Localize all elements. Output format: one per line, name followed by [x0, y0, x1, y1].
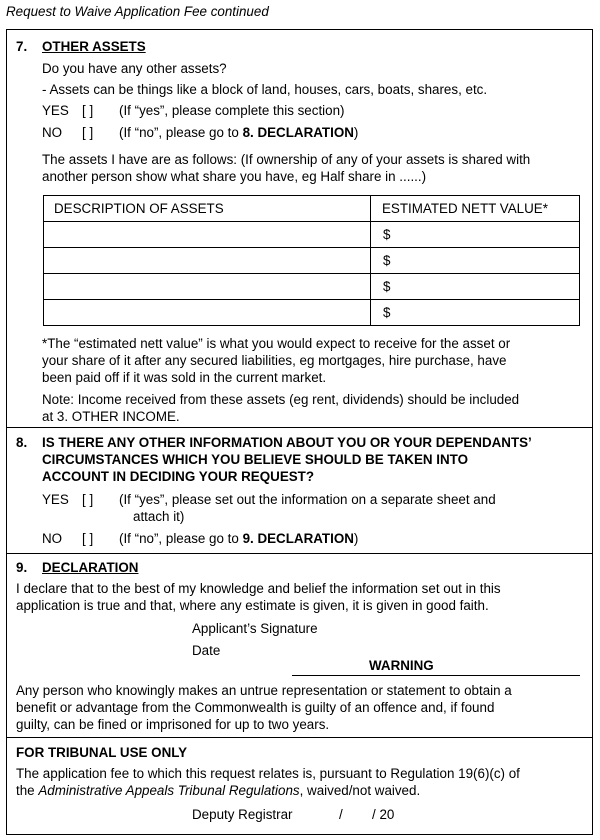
- asset-value-cell[interactable]: $: [371, 248, 580, 274]
- section-divider: [6, 553, 593, 554]
- asset-description-cell[interactable]: [44, 300, 371, 326]
- signature-label: Applicant’s Signature: [192, 621, 318, 636]
- assets-intro-1: The assets I have are as follows: (If ownership of any of your assets is shared with: [42, 152, 531, 167]
- section-8-number: 8.: [16, 435, 28, 450]
- assets-table: [43, 195, 580, 326]
- tribunal-title: FOR TRIBUNAL USE ONLY: [16, 745, 188, 760]
- warning-text-2: benefit or advantage from the Commonwealth is guilty of an offence and, if found: [16, 700, 495, 715]
- s8-no-checkbox[interactable]: [ ]: [82, 531, 94, 546]
- s8-yes-checkbox[interactable]: [ ]: [82, 492, 94, 507]
- table-row: [44, 300, 580, 326]
- s7-yes-label: YES: [42, 103, 69, 118]
- section-9-title: DECLARATION: [42, 560, 139, 575]
- s8-yes-note-1: (If “yes”, please set out the information on a separate sheet and: [119, 492, 496, 507]
- asset-value-cell[interactable]: $: [371, 274, 580, 300]
- tribunal-line-2: the Administrative Appeals Tribunal Regulations, waived/not waived.: [16, 783, 421, 798]
- declaration-line-2: application is true and that, where any estimate is given, it is given in good faith.: [16, 598, 489, 613]
- asset-description-cell[interactable]: [44, 274, 371, 300]
- assets-table-header: [44, 196, 580, 222]
- s7-no-checkbox[interactable]: [ ]: [82, 125, 94, 140]
- footnote-line-2: your share of it after any secured liabilities, eg mortgages, hire purchase, have: [42, 353, 507, 368]
- note-line-2: at 3. OTHER INCOME.: [42, 409, 180, 424]
- s8-yes-label: YES: [42, 492, 69, 507]
- s8-no-label: NO: [42, 531, 63, 546]
- s7-no-note: (If “no”, please go to 8. DECLARATION): [119, 125, 359, 140]
- date-slash-2: / 20: [372, 807, 395, 822]
- section-8-title-3: ACCOUNT IN DECIDING YOUR REQUEST?: [42, 469, 315, 484]
- table-row: [44, 248, 580, 274]
- s7-no-label: NO: [42, 125, 63, 140]
- section-8-title-2: CIRCUMSTANCES WHICH YOU BELIEVE SHOULD BE TAKEN INTO: [42, 452, 469, 467]
- col-value-header: ESTIMATED NETT VALUE*: [371, 196, 580, 222]
- warning-text-3: guilty, can be fined or imprisoned for up to two years.: [16, 717, 330, 732]
- asset-value-cell[interactable]: $: [371, 222, 580, 248]
- assets-intro-2: another person show what share you have, eg Half share in ......): [42, 169, 427, 184]
- tribunal-line-1: The application fee to which this request relates is, pursuant to Regulation 19(6)(c) of: [16, 766, 520, 781]
- section-7-hint: - Assets can be things like a block of land, houses, cars, boats, shares, etc.: [42, 82, 488, 97]
- note-line-1: Note: Income received from these assets (eg rent, dividends) should be included: [42, 392, 520, 407]
- section-divider: [6, 427, 593, 428]
- section-divider: [6, 737, 593, 738]
- page-header: Request to Waive Application Fee continued: [6, 4, 269, 19]
- section-9-number: 9.: [16, 560, 28, 575]
- section-8-title-1: IS THERE ANY OTHER INFORMATION ABOUT YOU OR YOUR DEPENDANTS’: [42, 435, 532, 450]
- declaration-line-1: I declare that to the best of my knowledge and belief the information set out in this: [16, 581, 501, 596]
- warning-rule: [292, 675, 580, 676]
- asset-description-cell[interactable]: [44, 248, 371, 274]
- table-row: [44, 222, 580, 248]
- section-7-title: OTHER ASSETS: [42, 39, 146, 54]
- date-label: Date: [192, 643, 221, 658]
- date-slash-1: /: [339, 807, 343, 822]
- asset-value-cell[interactable]: $: [371, 300, 580, 326]
- footnote-line-1: *The “estimated nett value” is what you would expect to receive for the asset or: [42, 336, 511, 351]
- footnote-line-3: been paid off if it was sold in the current market.: [42, 370, 327, 385]
- s7-yes-note: (If “yes”, please complete this section): [119, 103, 345, 118]
- s8-no-note: (If “no”, please go to 9. DECLARATION): [119, 531, 359, 546]
- section-7-question: Do you have any other assets?: [42, 61, 227, 76]
- s7-yes-checkbox[interactable]: [ ]: [82, 103, 94, 118]
- table-row: [44, 274, 580, 300]
- col-description-header: DESCRIPTION OF ASSETS: [44, 196, 371, 222]
- registrar-label: Deputy Registrar: [192, 807, 293, 822]
- warning-text-1: Any person who knowingly makes an untrue representation or statement to obtain a: [16, 683, 512, 698]
- section-7-number: 7.: [16, 39, 28, 54]
- asset-description-cell[interactable]: [44, 222, 371, 248]
- warning-heading: WARNING: [369, 658, 434, 673]
- s8-yes-note-2: attach it): [133, 509, 185, 524]
